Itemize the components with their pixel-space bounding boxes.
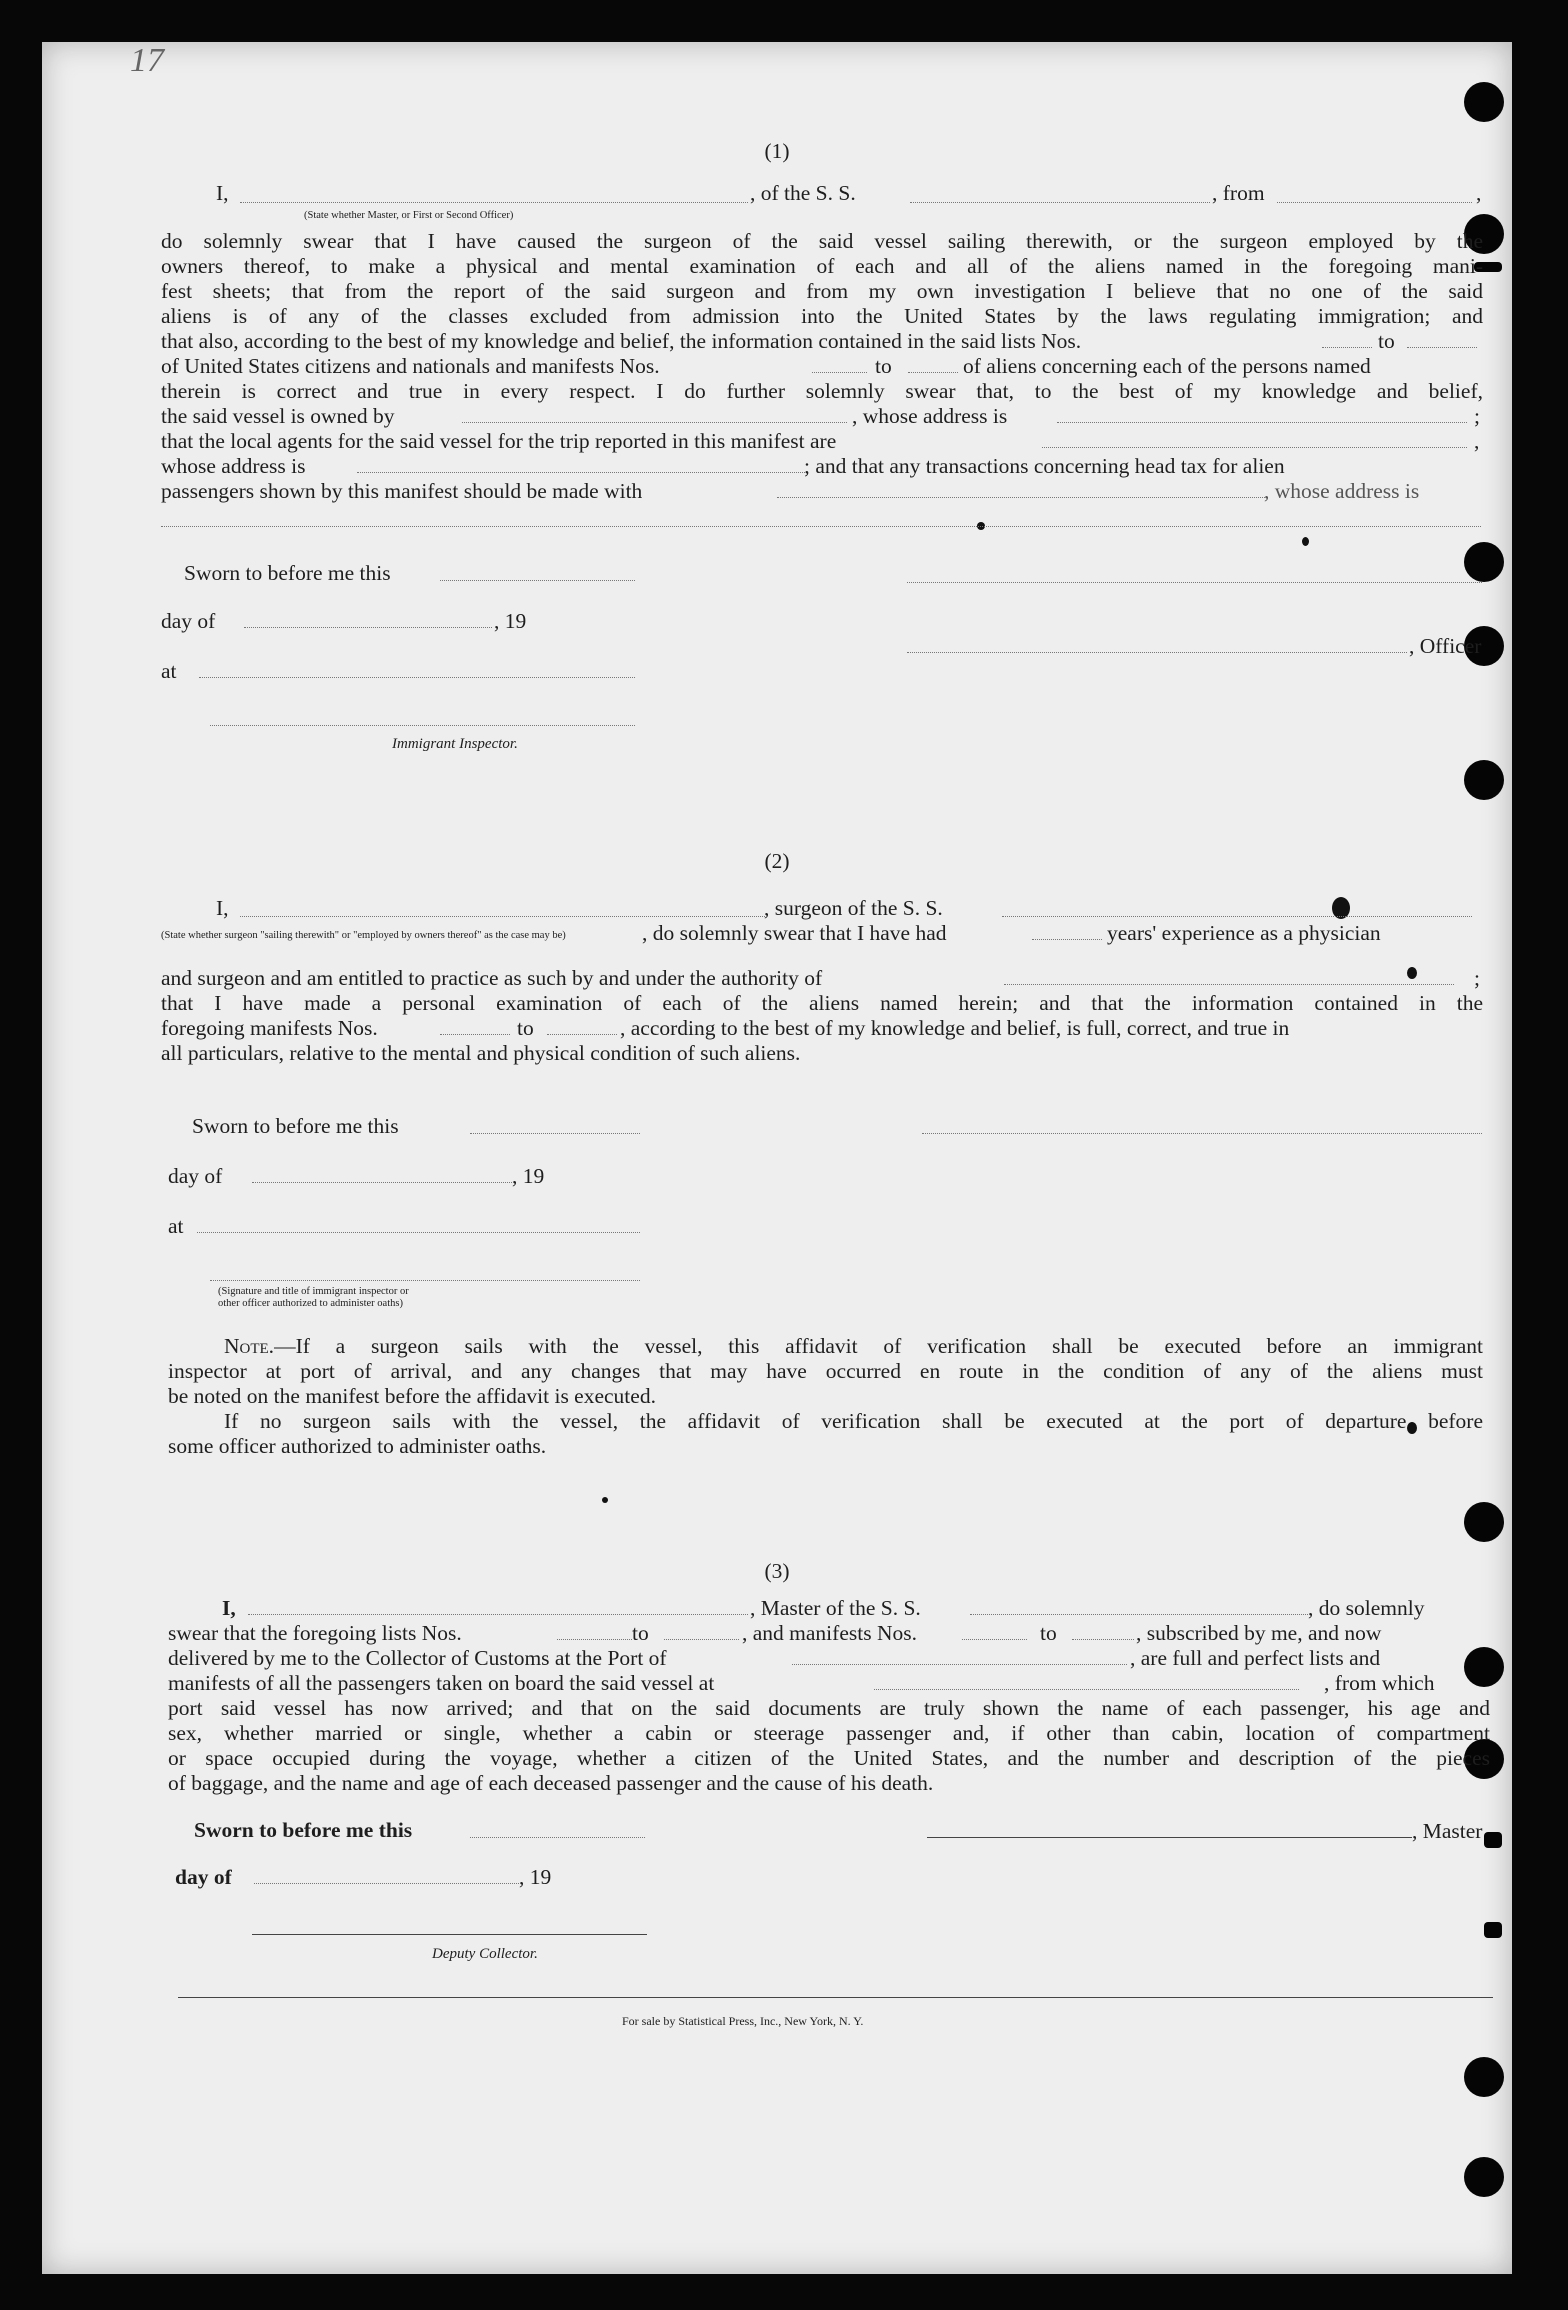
surgeon-paragraph-line: that I have made a personal examination of each of the aliens named herein; and that the information contained in the [161, 991, 1483, 1015]
oath-paragraph-line: ; [1474, 404, 1480, 428]
at-label: at [161, 659, 177, 683]
ink-speck [1407, 967, 1417, 979]
note-label: Note. [224, 1334, 275, 1358]
surgeon-paragraph-line: ; [1474, 966, 1480, 990]
oath-paragraph-line: owners thereof, to make a physical and mental examination of each and all of the aliens named in the foregoing mani- [161, 254, 1483, 278]
punch-hole [1464, 82, 1504, 122]
punch-hole [1464, 2157, 1504, 2197]
section3-line: sex, whether married or single, whether a cabin or steerage passenger and, if other than cabin, location of compartment [168, 1721, 1490, 1745]
owner-field[interactable] [462, 422, 847, 423]
signature-note: (Signature and title of immigrant inspector or [218, 1286, 409, 1297]
master-name-field[interactable] [248, 1614, 748, 1615]
head-tax-contact-field[interactable] [777, 497, 1267, 498]
authority-field[interactable] [1004, 984, 1454, 985]
surgeon-vessel-field[interactable] [1002, 916, 1472, 917]
year-label: , 19 [494, 609, 527, 633]
punch-hole [1464, 1647, 1504, 1687]
signature-field[interactable] [907, 582, 1482, 583]
master-lists-from-field[interactable] [557, 1639, 632, 1640]
sworn-label: Sworn to before me this [194, 1818, 413, 1842]
agents-address-field[interactable] [357, 472, 807, 473]
master-manifests-from-field[interactable] [962, 1639, 1027, 1640]
section3-line: swear that the foregoing lists Nos. [168, 1621, 462, 1645]
section3-line: , do solemnly [1308, 1596, 1425, 1620]
punch-hole [1484, 1922, 1502, 1938]
boarding-port-field[interactable] [874, 1689, 1299, 1690]
contact-address-field[interactable] [161, 526, 1481, 527]
surgeon-paragraph-line: to [517, 1016, 534, 1040]
surgeon-paragraph-line: , according to the best of my knowledge and belief, is full, correct, and true in [620, 1016, 1290, 1040]
ink-speck [602, 1497, 608, 1503]
note-line: inspector at port of arrival, and any changes that may have occurred en route in the condition of any of the aliens must [168, 1359, 1483, 1383]
year-label: , 19 [512, 1164, 545, 1188]
section1-comma: , [1476, 181, 1482, 205]
at-label: at [168, 1214, 184, 1238]
section-number: (3) [764, 1559, 790, 1583]
lists-to-field[interactable] [1407, 347, 1477, 348]
inspector-signature-field[interactable] [210, 1280, 640, 1281]
signature-note: other officer authorized to administer oaths) [218, 1298, 403, 1309]
month-field[interactable] [252, 1182, 512, 1183]
section2-line1-i: I, [216, 896, 229, 920]
departure-port-field[interactable] [1277, 202, 1472, 203]
punch-hole [1464, 1502, 1504, 1542]
oath-paragraph-line: ; and that any transactions concerning head tax for alien [804, 454, 1285, 478]
section3-line: manifests of all the passengers taken on board the said vessel at [168, 1671, 715, 1695]
section2-surgeon-label: , surgeon of the S. S. [764, 896, 943, 920]
surgeon-paragraph-line: foregoing manifests Nos. [161, 1016, 378, 1040]
day-of-label: day of [161, 609, 216, 633]
note-line: be noted on the manifest before the affidavit is executed. [168, 1384, 656, 1408]
section1-line1-i: I, [216, 181, 229, 205]
section3-line: , are full and perfect lists and [1130, 1646, 1381, 1670]
manifests-to-field[interactable] [908, 372, 958, 373]
section3-line: to [1040, 1621, 1057, 1645]
sworn-day-field[interactable] [470, 1133, 640, 1134]
punch-hole [1464, 2057, 1504, 2097]
day-of-label: day of [175, 1865, 232, 1889]
lists-from-field[interactable] [1322, 347, 1372, 348]
officer-signature-field[interactable] [907, 652, 1407, 653]
day-of-label: day of [168, 1164, 223, 1188]
printer-imprint: For sale by Statistical Press, Inc., New York, N. Y. [622, 2014, 864, 2028]
oath-paragraph-line: fest sheets; that from the report of the said surgeon and from my own investigation I believe that no one of the said [161, 279, 1483, 303]
officer-label: , Officer [1409, 634, 1482, 658]
ink-speck [1302, 537, 1309, 546]
note-line [224, 1334, 1483, 1359]
years-experience-field[interactable] [1032, 939, 1102, 940]
section3-line: of baggage, and the name and age of each deceased passenger and the cause of his death. [168, 1771, 934, 1795]
section3-line: I, [222, 1596, 236, 1620]
month-field[interactable] [254, 1883, 519, 1884]
section-number: (2) [764, 849, 790, 873]
year-label: , 19 [519, 1865, 552, 1889]
punch-hole [1484, 1832, 1502, 1848]
form-page [42, 42, 1512, 2274]
vessel-name-field[interactable] [910, 202, 1210, 203]
section3-line: , Master of the S. S. [750, 1596, 921, 1620]
deputy-label: Deputy Collector. [432, 1946, 538, 1962]
section3-line: delivered by me to the Collector of Customs at the Port of [168, 1646, 667, 1670]
section1-ss-label: , of the S. S. [750, 181, 856, 205]
punch-hole [1464, 542, 1504, 582]
sworn-day-field[interactable] [470, 1837, 645, 1838]
note-line: If no surgeon sails with the vessel, the affidavit of verification shall be executed at the port of departure before [224, 1409, 1483, 1433]
oath-paragraph-line: therein is correct and true in every respect. I do further solemnly swear that, to the best of my knowledge and belief, [161, 379, 1483, 403]
field-note: (State whether surgeon "sailing therewith" or "employed by owners thereof" as the case may be) [161, 930, 566, 941]
surgeon-manifests-to-field[interactable] [547, 1034, 617, 1035]
inspector-signature-field[interactable] [210, 725, 635, 726]
oath-paragraph-line: , whose address is [1264, 479, 1420, 503]
master-or-officer-field[interactable] [240, 202, 748, 203]
oath-paragraph-line: that also, according to the best of my knowledge and belief, the information contained in the said lists Nos. [161, 329, 1082, 353]
surgeon-paragraph-line: all particulars, relative to the mental and physical condition of such aliens. [161, 1041, 801, 1065]
punch-hole [1464, 760, 1504, 800]
oath-paragraph-line: to [1378, 329, 1395, 353]
section3-line: or space occupied during the voyage, whether a citizen of the United States, and the number and description of the pieces [168, 1746, 1490, 1770]
oath-paragraph-line: do solemnly swear that I have caused the surgeon of the said vessel sailing therewith, or the surgeon employed by the [161, 229, 1483, 253]
section3-line: , subscribed by me, and now [1136, 1621, 1382, 1645]
master-lists-to-field[interactable] [664, 1639, 739, 1640]
field-note: (State whether Master, or First or Second Officer) [304, 210, 514, 221]
local-agents-field[interactable] [1042, 447, 1467, 448]
place-field[interactable] [199, 677, 635, 678]
oath-paragraph-line: whose address is [161, 454, 306, 478]
page-corner-note: 17 [130, 42, 164, 79]
oath-paragraph-line: of aliens concerning each of the persons named [963, 354, 1371, 378]
footer-rule [178, 1997, 1493, 1998]
place-field[interactable] [197, 1232, 640, 1233]
oath-paragraph-line: of United States citizens and nationals and manifests Nos. [161, 354, 660, 378]
surgeon-manifests-from-field[interactable] [440, 1034, 510, 1035]
section-number: (1) [764, 139, 790, 163]
manifests-from-field[interactable] [812, 372, 867, 373]
master-signature-field[interactable] [927, 1837, 1412, 1838]
oath-paragraph-line: , whose address is [852, 404, 1008, 428]
sworn-label: Sworn to before me this [192, 1114, 399, 1138]
master-manifests-to-field[interactable] [1072, 1639, 1134, 1640]
section3-line: , and manifests Nos. [742, 1621, 917, 1645]
sworn-label: Sworn to before me this [184, 561, 391, 585]
section2-line2a: , do solemnly swear that I have had [642, 921, 947, 945]
section1-from-label: , from [1212, 181, 1265, 205]
section2-line2b: years' experience as a physician [1107, 921, 1381, 945]
surgeon-paragraph-line: and surgeon and am entitled to practice as such by and under the authority of [161, 966, 823, 990]
section3-line: port said vessel has now arrived; and that on the said documents are truly shown the name of each passenger, his age and [168, 1696, 1490, 1720]
section3-line: , from which [1324, 1671, 1435, 1695]
deputy-signature-field[interactable] [252, 1934, 647, 1935]
note-line: some officer authorized to administer oaths. [168, 1434, 547, 1458]
section3-line: to [632, 1621, 649, 1645]
month-field[interactable] [244, 627, 492, 628]
owner-address-field[interactable] [1057, 422, 1467, 423]
sworn-day-field[interactable] [440, 580, 635, 581]
oath-paragraph-line: aliens is of any of the classes excluded from admission into the United States by the laws regulating immigration; and [161, 304, 1483, 328]
oath-paragraph-line: , [1474, 429, 1480, 453]
master-vessel-field[interactable] [970, 1614, 1308, 1615]
oath-paragraph-line: the said vessel is owned by [161, 404, 395, 428]
oath-paragraph-line: to [875, 354, 892, 378]
oath-paragraph-line: passengers shown by this manifest should be made with [161, 479, 643, 503]
surgeon-status-field[interactable] [240, 916, 765, 917]
inspector-label: Immigrant Inspector. [392, 736, 518, 752]
surgeon-signature-field[interactable] [922, 1133, 1482, 1134]
note-text: —If a surgeon sails with the vessel, this affidavit of verification shall be executed before an immigrant [274, 1334, 1483, 1358]
port-field[interactable] [792, 1664, 1127, 1665]
oath-paragraph-line: that the local agents for the said vessel for the trip reported in this manifest are [161, 429, 837, 453]
master-label: , Master [1412, 1819, 1483, 1843]
